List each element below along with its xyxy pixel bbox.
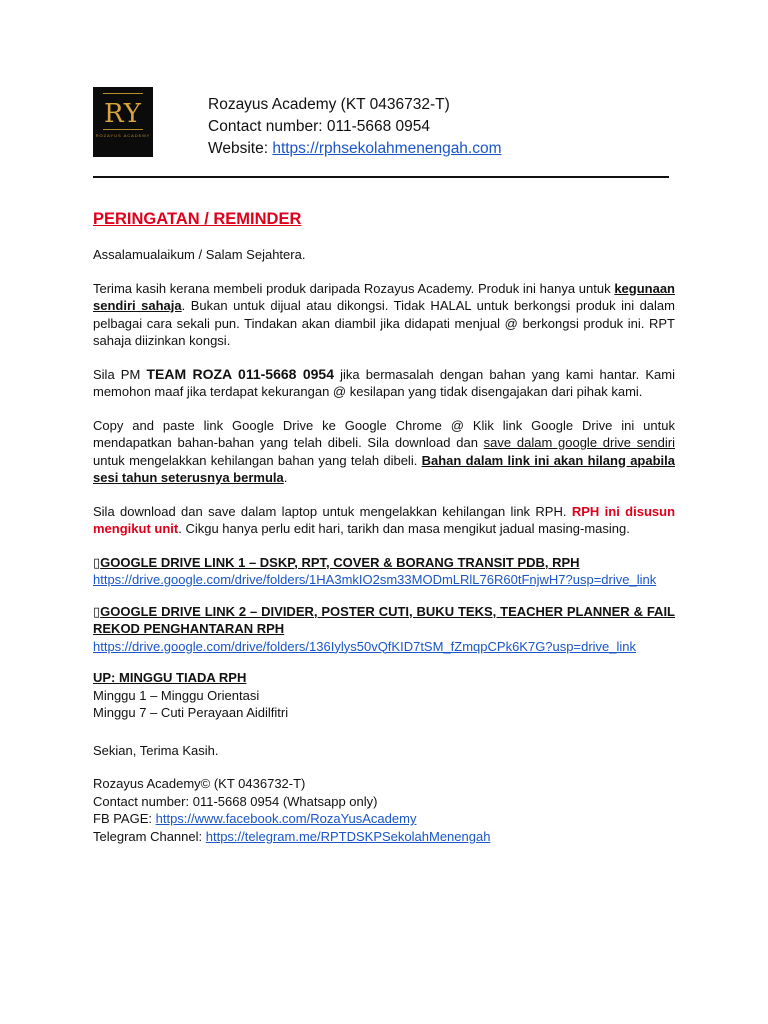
drive-link-1-url[interactable]: https://drive.google.com/drive/folders/1HA3mkIO2sm33MODmLRlL76R60tFnjwH7?usp=drive_link [93, 572, 657, 587]
logo-rule-top [103, 93, 143, 94]
para3-underlined: save dalam google drive sendiri [483, 435, 675, 450]
footer-contact: Contact number: 011-5668 0954 (Whatsapp only) [93, 793, 378, 809]
paragraph-drive [93, 417, 675, 487]
footer-fb [93, 810, 675, 828]
drive-link-2-bullet: ▯ [93, 603, 101, 619]
para3-text-a: Copy and paste link Google Drive ke Google Chrome @ Klik link Google Drive ini untuk mendapatkan bahan-bahan yang telah dibeli. Sila download dan [93, 417, 675, 450]
para2-text-c: jika bermasalah dengan bahan yang kami hantar. Kami memohon maaf jika terdapat kekurangan @ kesilapan yang tidak disengajakan dari pihak kami. [93, 366, 675, 399]
para4-red-note: RPH ini disusun mengikut unit [93, 503, 676, 536]
para3-text-e: . [283, 470, 288, 485]
para1-text-a: Terima kasih kerana membeli produk daripada Rozayus Academy. Produk ini hanya untuk [93, 280, 615, 296]
header-divider [93, 176, 669, 178]
fb-label: FB PAGE: [93, 811, 156, 826]
minggu-item-1: Minggu 1 – Minggu Orientasi [93, 687, 260, 703]
drive-link-1-title: GOOGLE DRIVE LINK 1 – DSKP, RPT, COVER & BORANG TRANSIT PDB, RPH [100, 554, 580, 570]
drive-link-2-row [93, 638, 675, 656]
drive-link-1-bullet: ▯ [93, 554, 101, 570]
closing: Sekian, Terima Kasih. [93, 742, 219, 758]
header-website [208, 138, 502, 160]
para3-text-c: untuk mengelakkan kehilangan bahan yang telah dibeli. [93, 452, 422, 468]
greeting: Assalamualaikum / Salam Sejahtera. [93, 247, 306, 262]
paragraph-rph [93, 503, 675, 538]
para3-warning: Bahan dalam link ini akan hilang apabila sesi tahun seterusnya bermula [93, 452, 675, 485]
para4-text-a: Sila download dan save dalam laptop untuk mengelakkan kehilangan link RPH. [93, 503, 572, 519]
telegram-label: Telegram Channel: [93, 828, 206, 844]
logo-letters: RY [104, 99, 142, 129]
drive-link-2-heading [93, 603, 675, 638]
para1-text-c: . Bukan untuk dijual atau dikongsi. Tidak HALAL untuk berkongsi produk ini dalam pelbagai cara sekali pun. Tindakan akan diambil jika didapati menjual @ berkongsi produk ini. RPT sahaja diizinkan kongsi. [93, 298, 675, 348]
team-roza-contact: TEAM ROZA 011-5668 0954 [146, 365, 334, 382]
footer-company: Rozayus Academy© (KT 0436732-T) [93, 776, 306, 791]
company-logo [93, 87, 153, 157]
header-contact: Contact number: 011-5668 0954 [208, 118, 431, 135]
para1-emphasis: kegunaan sendiri sahaja [93, 280, 675, 313]
header-company: Rozayus Academy (KT 0436732-T) [208, 96, 450, 113]
drive-link-1-row [93, 571, 675, 589]
drive-link-1-heading [93, 554, 675, 572]
document-body [93, 208, 675, 845]
page-title: PERINGATAN / REMINDER [93, 210, 302, 228]
logo-tagline: ROZAYUS ACADEMY [95, 133, 151, 138]
para2-text-a: Sila PM [93, 366, 147, 382]
para4-text-c: . Cikgu hanya perlu edit hari, tarikh dan masa mengikut jadual masing-masing. [178, 521, 630, 536]
header-block [208, 94, 502, 160]
website-link[interactable]: https://rphsekolahmenengah.com [272, 140, 502, 157]
footer-telegram [93, 828, 675, 846]
minggu-item-2: Minggu 7 – Cuti Perayaan Aidilfitri [93, 705, 289, 720]
telegram-link[interactable]: https://telegram.me/RPTDSKPSekolahMenengah [205, 828, 491, 844]
paragraph-contact [93, 366, 675, 401]
drive-link-2-url[interactable]: https://drive.google.com/drive/folders/136Iylys50vQfKID7tSM_fZmqpCPk6K7G?usp=drive_link [93, 638, 637, 654]
fb-link[interactable]: https://www.facebook.com/RozaYusAcademy [155, 811, 417, 826]
minggu-heading: UP: MINGGU TIADA RPH [93, 670, 247, 685]
paragraph-terms [93, 280, 675, 350]
drive-link-2-title: GOOGLE DRIVE LINK 2 – DIVIDER, POSTER CUTI, BUKU TEKS, TEACHER PLANNER & FAIL REKOD PENGHANTARAN RPH [93, 603, 675, 636]
website-label: Website: [208, 140, 273, 157]
logo-rule-bottom [103, 129, 143, 130]
